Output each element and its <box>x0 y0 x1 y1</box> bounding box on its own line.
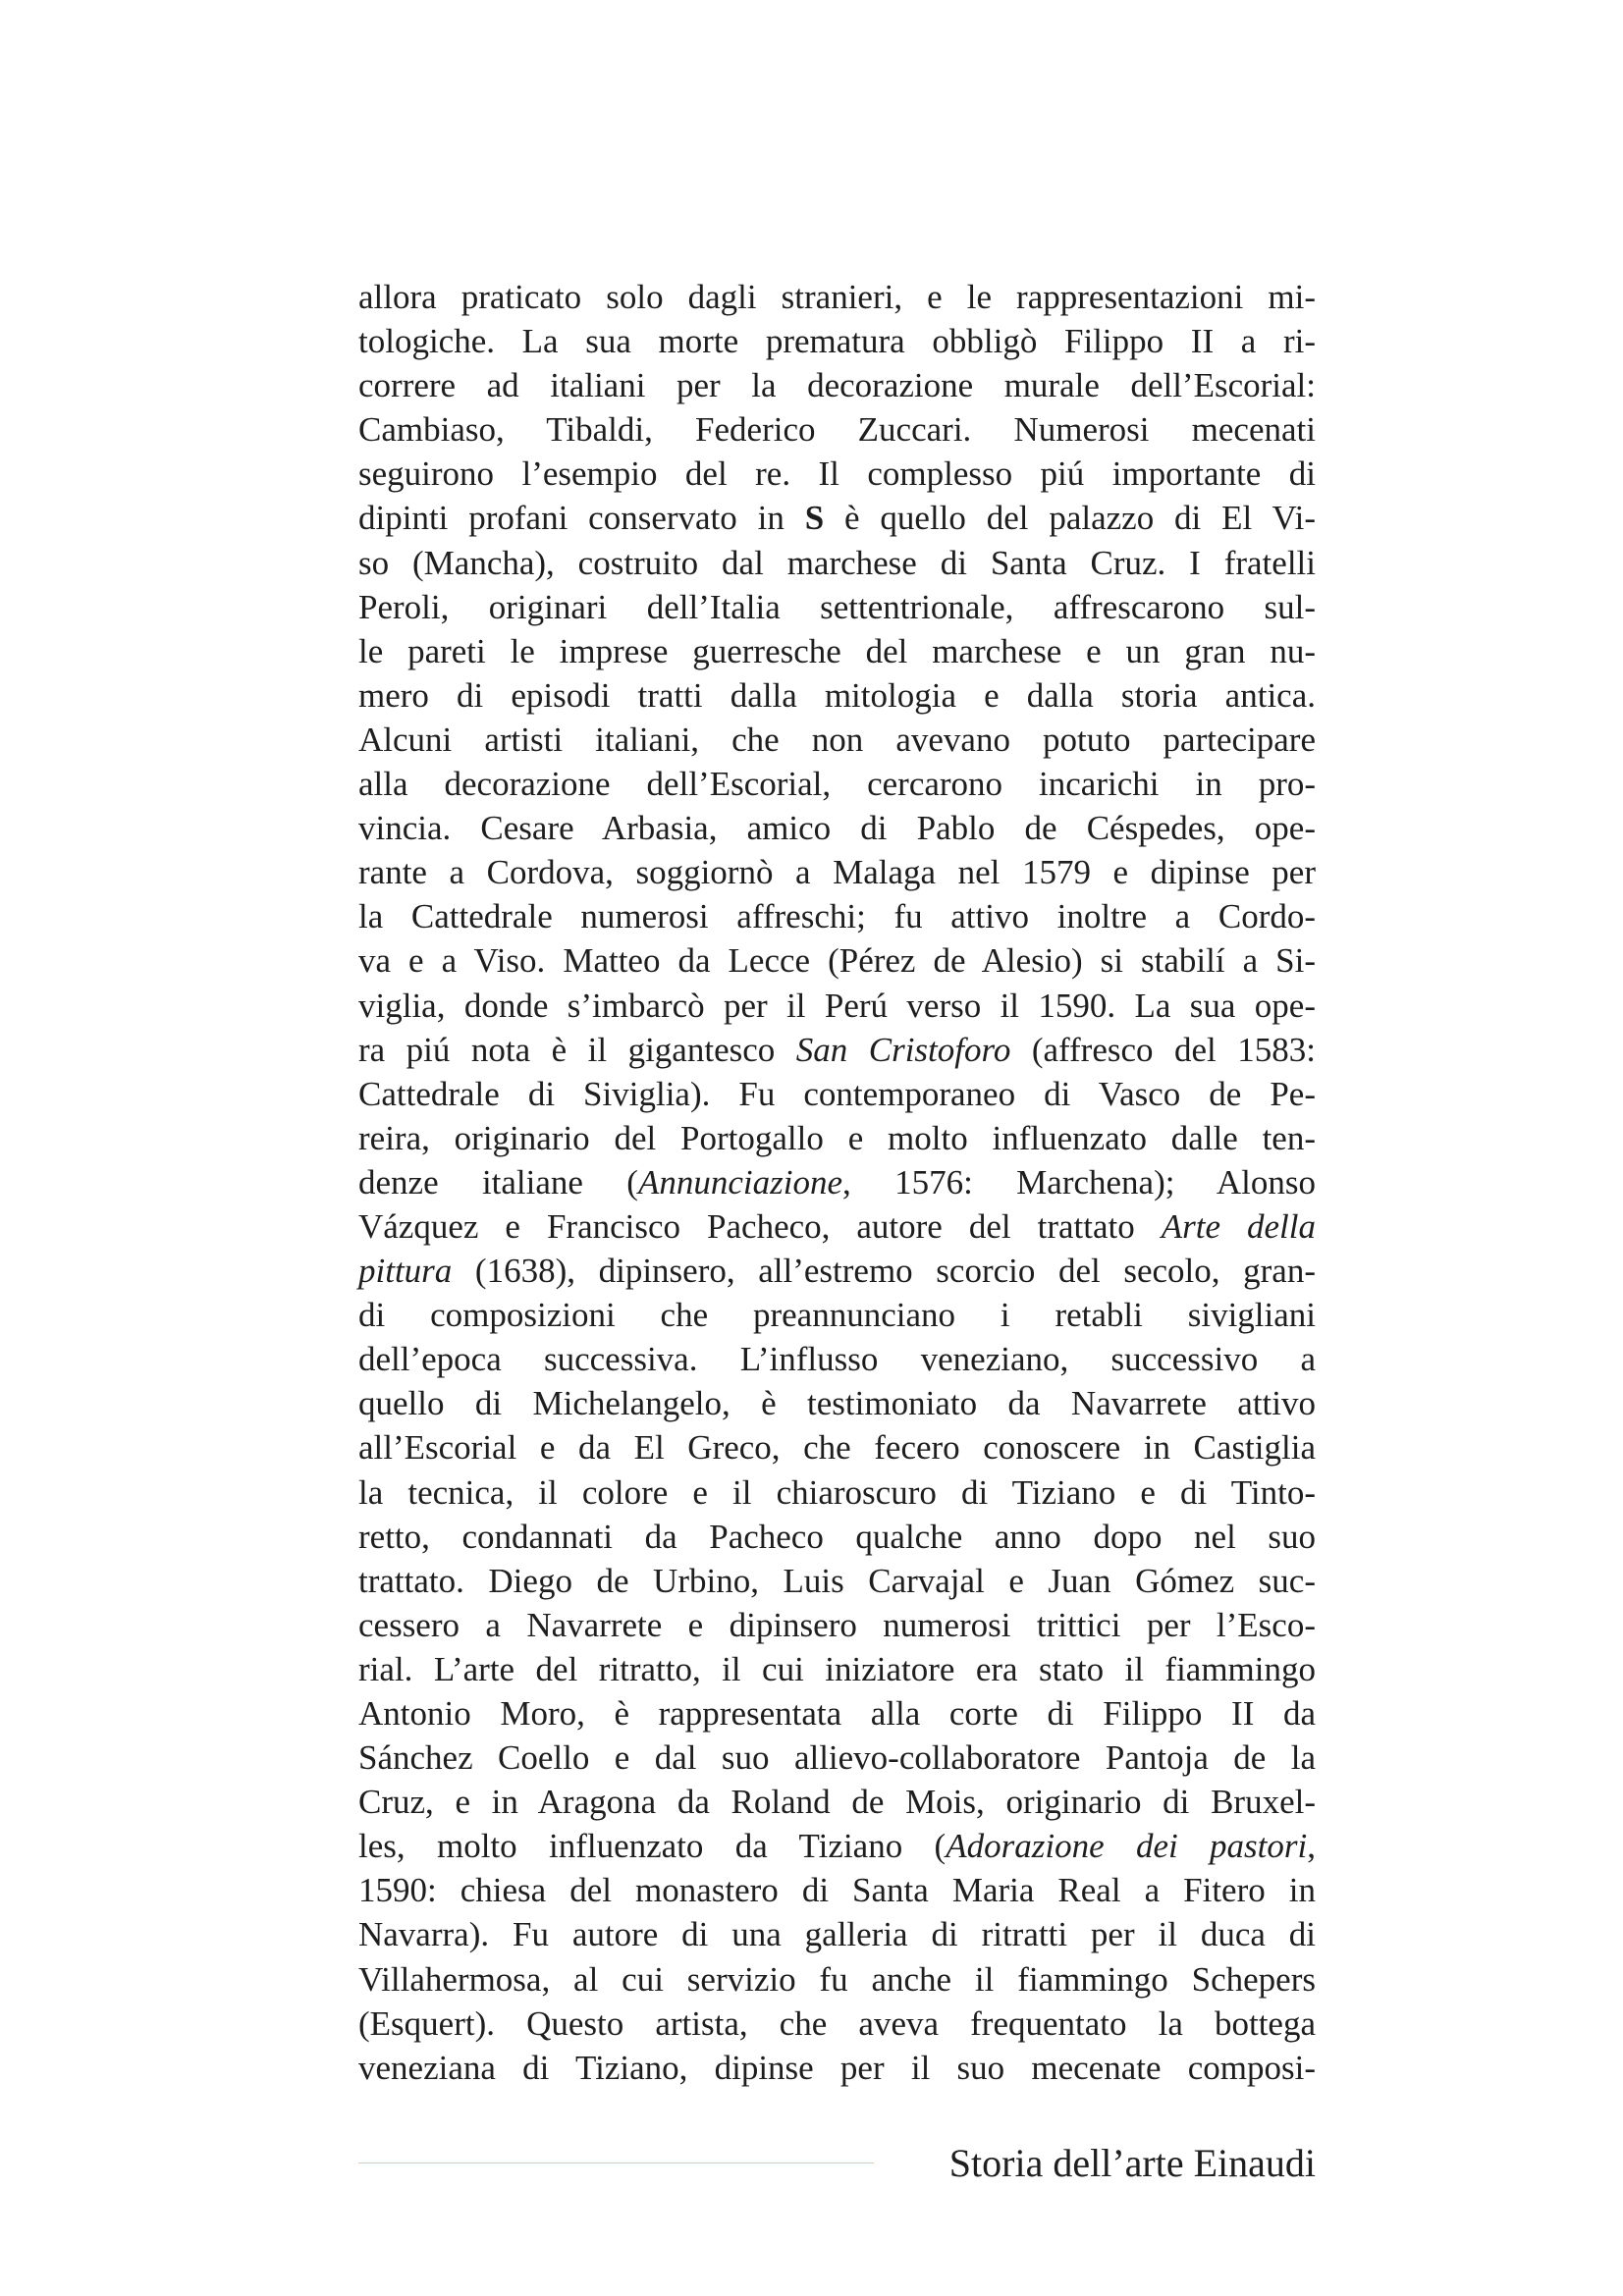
italic-title: Adorazione dei pastori <box>946 1827 1308 1866</box>
text-line <box>358 275 1316 319</box>
text-segment: , 1576: Marchena); Alonso <box>842 1162 1316 1201</box>
text-line <box>358 407 1316 452</box>
text-segment: quello di Michelangelo, è testimoniato da Navarrete attivo <box>358 1384 1316 1423</box>
body-text <box>358 275 1316 2090</box>
text-segment: va e a Viso. Matteo da Lecce (Pérez de Alesio) si stabilí a Si- <box>358 941 1316 981</box>
text-segment: les, molto influenzato da Tiziano ( <box>358 1827 947 1866</box>
text-line <box>358 1425 1316 1469</box>
text-segment: trattato. Diego de Urbino, Luis Carvajal e Juan Gómez suc- <box>358 1561 1316 1600</box>
text-segment: Cattedrale di Siviglia). Fu contemporaneo di Vasco de Pe- <box>358 1074 1316 1113</box>
text-line <box>358 673 1316 718</box>
text-line <box>358 1603 1316 1647</box>
text-line <box>358 1293 1316 1337</box>
italic-title: Arte della <box>1161 1206 1316 1246</box>
text-segment: rial. L’arte del ritratto, il cui iniziatore era stato il fiammingo <box>358 1649 1316 1688</box>
text-line <box>358 1559 1316 1603</box>
text-line <box>358 1204 1316 1249</box>
text-line <box>358 1824 1316 1868</box>
text-line <box>358 629 1316 673</box>
text-line <box>358 1072 1316 1116</box>
text-line <box>358 762 1316 806</box>
text-segment: Cruz, e in Aragona da Roland de Mois, originario di Bruxel- <box>358 1783 1316 1822</box>
text-line <box>358 319 1316 363</box>
text-segment: ra piú nota è il gigantesco <box>358 1030 796 1069</box>
text-line <box>358 718 1316 762</box>
text-segment: viglia, donde s’imbarcò per il Perú verso il 1590. La sua ope- <box>358 986 1316 1025</box>
text-segment: (1638), dipinsero, all’estremo scorcio del secolo, gran- <box>452 1252 1316 1291</box>
text-line <box>358 2046 1316 2090</box>
text-line <box>358 1647 1316 1691</box>
text-segment: vincia. Cesare Arbasia, amico di Pablo de Céspedes, ope- <box>358 809 1316 848</box>
text-line <box>358 363 1316 407</box>
text-segment: rante a Cordova, soggiornò a Malaga nel 1579 e dipinse per <box>358 853 1316 892</box>
text-segment: tologiche. La sua morte prematura obbligò Filippo II a ri- <box>358 322 1316 361</box>
text-segment: reira, originario del Portogallo e molto influenzato dalle ten- <box>358 1118 1316 1157</box>
text-line <box>358 2002 1316 2046</box>
text-segment: Vázquez e Francisco Pacheco, autore del trattato <box>358 1206 1162 1246</box>
text-line <box>358 1381 1316 1425</box>
text-line <box>358 1249 1316 1293</box>
text-line <box>358 806 1316 850</box>
footer-title: Storia dell’arte Einaudi <box>948 2141 1316 2185</box>
text-line <box>358 1691 1316 1735</box>
text-line <box>358 541 1316 585</box>
text-segment: , <box>1307 1827 1316 1866</box>
text-line <box>358 1912 1316 1956</box>
text-segment: so (Mancha), costruito dal marchese di Santa Cruz. I fratelli <box>358 543 1316 582</box>
text-segment: Alcuni artisti italiani, che non avevano potuto partecipare <box>358 720 1316 759</box>
italic-title: pittura <box>358 1252 453 1291</box>
italic-title: Annunciazione <box>637 1162 842 1201</box>
text-segment: mero di episodi tratti dalla mitologia e dalla storia antica. <box>358 675 1316 715</box>
text-segment: alla decorazione dell’Escorial, cercarono incarichi in pro- <box>358 765 1316 804</box>
text-line <box>358 1337 1316 1381</box>
text-line <box>358 1515 1316 1559</box>
text-segment: cessero a Navarrete e dipinsero numerosi trittici per l’Esco- <box>358 1605 1316 1644</box>
text-line <box>358 984 1316 1028</box>
text-line <box>358 452 1316 496</box>
bold-abbreviation: S <box>804 499 825 538</box>
text-line <box>358 1780 1316 1824</box>
text-segment: di composizioni che preannunciano i retabli sivigliani <box>358 1296 1316 1335</box>
text-line <box>358 1957 1316 2002</box>
text-line <box>358 585 1316 629</box>
text-segment: Peroli, originari dell’Italia settentrionale, affrescarono sul- <box>358 587 1316 626</box>
text-line <box>358 1868 1316 1912</box>
text-line <box>358 1160 1316 1204</box>
text-segment: retto, condannati da Pacheco qualche anno dopo nel suo <box>358 1517 1316 1556</box>
text-line <box>358 1735 1316 1780</box>
text-segment: le pareti le imprese guerresche del marchese e un gran nu- <box>358 631 1316 670</box>
text-line <box>358 850 1316 894</box>
text-line <box>358 894 1316 938</box>
text-segment: è quello del palazzo di El Vi- <box>824 499 1317 538</box>
text-segment: (Esquert). Questo artista, che aveva frequentato la bottega <box>358 2003 1316 2043</box>
text-segment: la Cattedrale numerosi affreschi; fu attivo inoltre a Cordo- <box>358 897 1316 936</box>
text-segment: Antonio Moro, è rappresentata alla corte di Filippo II da <box>358 1694 1316 1733</box>
text-line <box>358 496 1316 540</box>
text-segment: all’Escorial e da El Greco, che fecero conoscere in Castiglia <box>358 1428 1316 1468</box>
text-segment: allora praticato solo dagli stranieri, e le rappresentazioni mi- <box>358 278 1316 316</box>
text-segment: dipinti profani conservato in <box>358 499 805 538</box>
text-segment: veneziana di Tiziano, dipinse per il suo mecenate composi- <box>358 2048 1316 2087</box>
text-segment: 1590: chiesa del monastero di Santa Maria Real a Fitero in <box>358 1871 1316 1910</box>
text-segment: la tecnica, il colore e il chiaroscuro di Tiziano e di Tinto- <box>358 1472 1316 1512</box>
text-segment: correre ad italiani per la decorazione murale dell’Escorial: <box>358 366 1316 405</box>
text-segment: Sánchez Coello e dal suo allievo-collaboratore Pantoja de la <box>358 1738 1316 1778</box>
text-segment: Villahermosa, al cui servizio fu anche il fiammingo Schepers <box>358 1959 1316 1999</box>
text-segment: dell’epoca successiva. L’influsso veneziano, successivo a <box>358 1340 1316 1379</box>
text-segment: Cambiaso, Tibaldi, Federico Zuccari. Numerosi mecenati <box>358 410 1316 450</box>
text-segment: denze italiane ( <box>358 1162 638 1201</box>
text-line <box>358 1470 1316 1515</box>
text-line <box>358 1028 1316 1072</box>
text-segment: seguirono l’esempio del re. Il complesso piú importante di <box>358 454 1316 494</box>
text-segment: Navarra). Fu autore di una galleria di ritratti per il duca di <box>358 1915 1316 1954</box>
text-line <box>358 1116 1316 1160</box>
text-line <box>358 938 1316 983</box>
text-segment: (affresco del 1583: <box>1010 1030 1316 1069</box>
italic-title: San Cristoforo <box>795 1030 1011 1069</box>
